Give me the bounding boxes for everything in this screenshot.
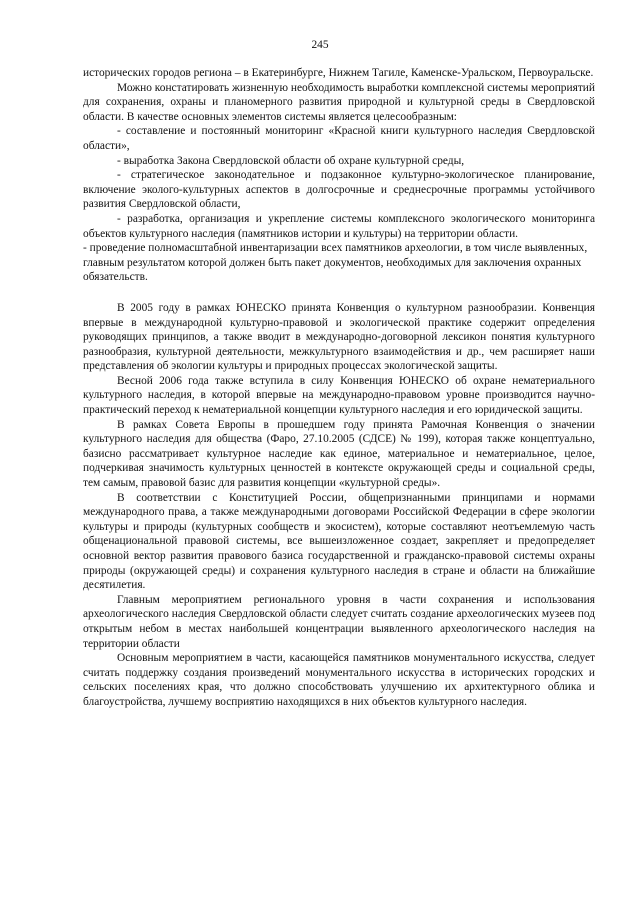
paragraph-archaeology-museums: Главным мероприятием регионального уровня в части сохранения и использования археологического наследия Свердловской области следует считать создание археологических музеев под открытым небом в местах наибольшей концентрации выявленного археологического наследия на территории области <box>83 593 595 650</box>
paragraph-constitution: В соответствии с Конституцией России, общепризнанными принципами и нормами международного права, а также международными договорами Российской Федерации в сфере экологии культуры и природы (культурных сообществ и экосистем), которые составляют неотъемлемую часть общенациональной правовой системы, все вышеизложенное создает, закрепляет и предопределяет основной вектор развития правового базиса государственной и гражданско-правовой системы охраны природы (окружающей среды) и сохранения культурного наследия в стране и области на ближайшие десятилетия. <box>83 491 595 592</box>
paragraph-continuation: исторических городов региона – в Екатеринбурге, Нижнем Тагиле, Каменске-Уральском, Первоуральске. <box>83 67 594 79</box>
paragraph-intro-measures: Можно констатировать жизненную необходимость выработки комплексной системы мероприятий для сохранения, охраны и планомерного развития природной и культурной среды в Свердловской области. В качестве основных элементов системы является целесообразным: <box>83 81 595 123</box>
paragraph-gap <box>83 285 595 301</box>
paragraph-council-of-europe: В рамках Совета Европы в прошедшем году принята Рамочная Конвенция о значении культурного наследия для общества (Фаро, 27.10.2005 (СДСЕ) № 199), которая также концептуально, базисно рассматривает культурное наследие как единое, материальное и нематериальное, целое, подчеркивая значимость культурных ценностей в контексте окружающей среды и социальной среды, тем самым, правовой базис для развития концепции «культурной среды». <box>83 418 595 490</box>
paragraph-monumental-art: Основным мероприятием в части, касающейся памятников монументального искусства, следует считать поддержку создания произведений монументального искусства в исторических городских и сельских поселениях края, что должно способствовать улучшению их архитектурного облика и благоустройства, лучшему восприятию находящихся в них объектов культурного наследия. <box>83 652 595 708</box>
list-item: - выработка Закона Свердловской области об охране культурной среды, <box>117 154 465 167</box>
paragraph-unesco-2005: В 2005 году в рамках ЮНЕСКО принята Конвенция о культурном разнообразии. Конвенция впервые в международной культурно-правовой и экологической практике содержит определения руководящих принципов, а также вводит в международно-договорной лексикон понятия культурного разнообразия, культурной деятельности, межкультурного взаимодействия и др., чем расширяет наши представления об экологии культуры и природных процессах экологической защиты. <box>83 301 595 373</box>
list-item: - составление и постоянный мониторинг «Красной книги культурного наследия Свердловской области», <box>83 125 595 152</box>
list-item: - стратегическое законодательное и подзаконное культурно-экологическое планирование, включение эколого-культурных аспектов в долгосрочные и среднесрочные программы устойчивого развития Свердловской области, <box>83 169 595 211</box>
paragraph-unesco-2006: Весной 2006 года также вступила в силу Конвенция ЮНЕСКО об охране нематериального культурного наследия, в которой впервые на международно-правовом уровне производится научно-практический переход к нематериальной концепции культурного наследия и его юридической защиты. <box>83 374 595 417</box>
list-item: - разработка, организация и укрепление системы комплексного экологического мониторинга объектов культурного наследия (памятников истории и культуры) на территории области. <box>83 212 595 240</box>
page-number: 245 <box>311 39 329 51</box>
page-body <box>83 66 595 710</box>
list-item: - проведение полномасштабной инвентаризации всех памятников археологии, в том числе выявленных, главным результатом которой должен быть пакет документов, необходимых для заключения охранных обязательств. <box>83 242 588 284</box>
